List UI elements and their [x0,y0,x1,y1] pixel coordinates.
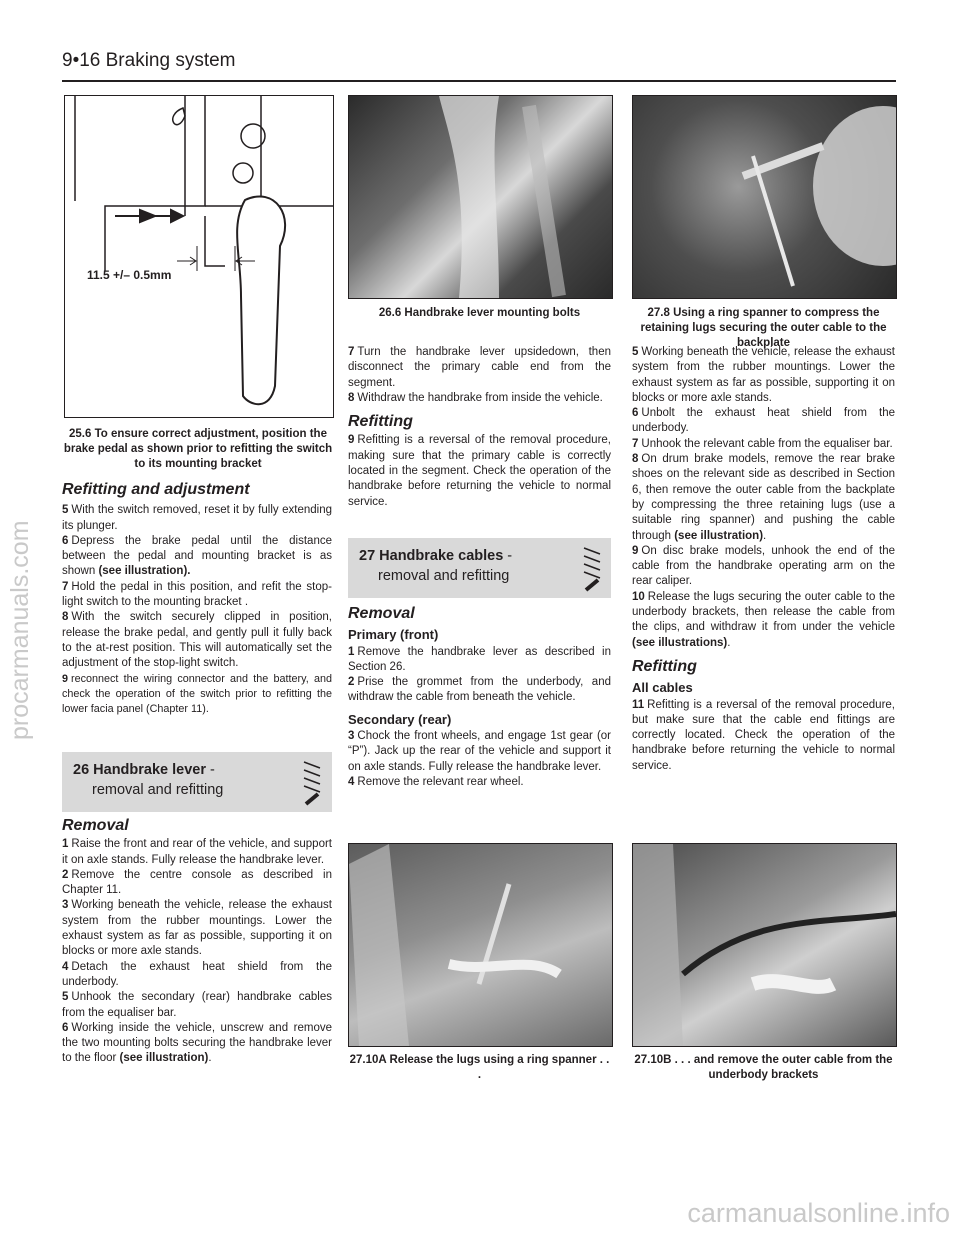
step-9: 9 reconnect the wiring connector and the battery, and check the operation of the switch prior to refitting the lower facia panel (Chapter 11). [62,672,332,716]
primary-step-1: 1 Remove the handbrake lever as described in Section 26. [348,645,611,673]
secondary-step-5: 5 Working beneath the vehicle, release the exhaust system from the rubber mountings. Lower the exhaust system as far as possible, supporting it on blocks or more axle stands. [632,346,895,404]
dimension-label: 11.5 +/– 0.5mm [87,268,172,282]
removal-step-7: 7 Turn the handbrake lever upsidedown, then disconnect the primary cable end from the segment. [348,346,611,389]
heading-removal-26: Removal [62,817,129,834]
heading-refitting-adjustment: Refitting and adjustment [62,481,250,498]
photo-27-10a [348,843,613,1047]
column-1 [62,482,332,717]
primary-step-2: 2 Prise the grommet from the underbody, and withdraw the cable from beneath the vehicle. [348,676,611,704]
removal-step-6: 6 Working inside the vehicle, unscrew and remove the two mounting bolts securing the handbrake lever to the floor (see illustration). [62,1021,332,1065]
photo-27-8 [632,95,897,299]
subheading-primary: Primary (front) [348,627,439,643]
photo-27-10b [632,843,897,1047]
section-27-subtitle: removal and refitting [378,568,510,584]
column-2 [348,345,611,510]
column-1-removal [62,818,332,1067]
step-8: 8 With the switch securely clipped in position, release the brake pedal, and gently pull it fully back to the at-rest position. This will automatically set the adjustment of the stop-light switch. [62,611,332,670]
photo-26-6 [348,95,613,299]
side-watermark: procarmanuals.com [6,520,34,740]
caption-26-6: 26.6 Handbrake lever mounting bolts [378,307,581,319]
column-3 [632,345,895,774]
difficulty-spanner-icon [580,544,608,594]
section-26-subtitle: removal and refitting [92,782,224,798]
step-7: 7 Hold the pedal in this position, and refit the stop-light switch to the mounting bracket . [62,580,332,609]
page-header: 9•16 Braking system [62,50,236,71]
section-26-title: 26 Handbrake lever - [73,762,215,778]
difficulty-spanner-icon [300,758,328,808]
bottom-watermark: carmanualsonline.info [687,1198,950,1228]
caption-27-10a: 27.10A Release the lugs using a ring spanner . . . [349,1054,610,1081]
secondary-step-8: 8 On drum brake models, remove the rear brake shoes on the relevant side as described in Section 6, then remove the outer cable from the backplate by compressing the three retaining lugs (use a suitable ring spanner) and pushing the cable through (see illustration). [632,453,895,542]
header-rule [62,80,896,82]
section-27-header [348,538,611,598]
caption-27-10b: 27.10B . . . and remove the outer cable from the underbody brackets [634,1054,893,1081]
brake-pedal-diagram [65,96,333,417]
refit-step-9: 9 Refitting is a reversal of the removal procedure, making sure that the primary cable is correctly located in the segment. Check the operation of the handbrake before returning the vehicle to normal service. [348,434,611,508]
secondary-step-10: 10 Release the lugs securing the outer cable to the underbody brackets, then release the cable from the clips, and withdraw it from under the vehicle (see illustrations). [632,590,895,649]
step-5: 5 With the switch removed, reset it by fully extending its plunger. [62,504,332,532]
caption-25-6: 25.6 To ensure correct adjustment, position the brake pedal as shown prior to refitting the switch to its mounting bracket [63,428,333,470]
refit-step-11: 11 Refitting is a reversal of the removal procedure, but make sure that the cable end fittings are correctly located. Check the operation of the handbrake before returning the vehicle to normal service. [632,698,895,772]
ring-spanner-backplate-photo [633,96,896,298]
heading-refitting-26: Refitting [348,413,413,431]
figure-25-6-drawing [64,95,334,418]
subheading-all-cables: All cables [632,680,693,696]
secondary-step-3: 3 Chock the front wheels, and engage 1st gear (or “P”). Jack up the rear of the vehicle and support it on axle stands. Fully release the handbrake lever. [348,730,611,773]
column-2-removal [348,606,611,790]
secondary-step-7: 7 Unhook the relevant cable from the equaliser bar. [632,437,893,450]
step-6: 6 Depress the brake pedal until the distance between the pedal and mounting bracket is as shown (see illustration). [62,534,332,578]
removal-step-3: 3 Working beneath the vehicle, release the exhaust system from the rubber mountings. Lower the exhaust system as far as possible, supporting it on blocks or more axle stands. [62,899,332,958]
subheading-secondary: Secondary (rear) [348,711,452,727]
removal-step-5: 5 Unhook the secondary (rear) handbrake cables from the equaliser bar. [62,991,332,1019]
section-26-header [62,752,332,812]
secondary-step-9: 9 On disc brake models, unhook the end of the cable from the handbrake operating arm on the rear caliper. [632,544,895,588]
outer-cable-brackets-photo [633,844,896,1046]
handbrake-lever-photo [349,96,612,298]
heading-refitting-27: Refitting [632,657,697,675]
secondary-step-6: 6 Unbolt the exhaust heat shield from the underbody. [632,407,895,435]
caption-27-8: 27.8 Using a ring spanner to compress the retaining lugs securing the outer cable to the backplate [640,307,887,349]
removal-step-2: 2 Remove the centre console as described in Chapter 11. [62,868,332,897]
ring-spanner-lugs-photo [349,844,612,1046]
removal-step-1: 1 Raise the front and rear of the vehicle, and support it on axle stands. Fully release the handbrake lever. [62,838,332,866]
removal-step-4: 4 Detach the exhaust heat shield from the underbody. [62,960,332,988]
section-27-title: 27 Handbrake cables - [359,548,513,564]
heading-removal-27: Removal [348,605,415,622]
removal-step-8: 8 Withdraw the handbrake from inside the vehicle. [348,391,603,404]
secondary-step-4: 4 Remove the relevant rear wheel. [348,775,524,788]
